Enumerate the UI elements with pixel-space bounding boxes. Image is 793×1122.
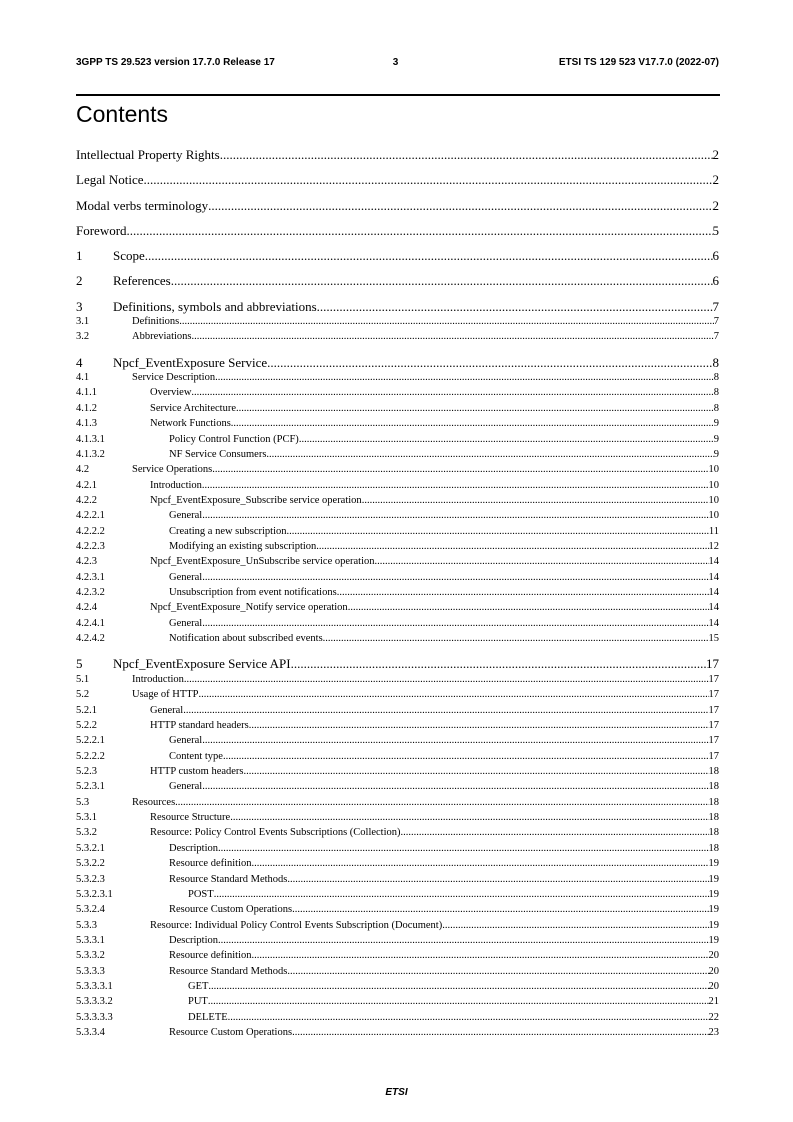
toc-entry-title: Usage of HTTP	[132, 689, 199, 701]
toc-entry-leader	[202, 616, 708, 631]
toc-entry[interactable]	[76, 147, 719, 162]
toc-entry-title: Creating a new subscription	[169, 525, 287, 537]
toc-entry-page: 2	[712, 197, 719, 213]
toc-entry-page: 8	[713, 387, 719, 399]
toc-entry-title: Description	[169, 934, 218, 946]
toc-entry-leader	[317, 299, 713, 314]
toc-entry-leader	[199, 687, 709, 702]
toc-entry-title: Service Operations	[132, 464, 213, 476]
toc-entry[interactable]	[76, 964, 719, 979]
toc-entry-number: 4.2.2.2	[76, 525, 105, 537]
toc-entry-number: 4.2.2.3	[76, 541, 105, 553]
toc-entry[interactable]	[76, 918, 719, 933]
toc-entry[interactable]	[76, 273, 719, 288]
toc-entry-page: 7	[712, 298, 719, 314]
toc-entry-number: 5.2	[76, 689, 90, 701]
toc-entry-leader	[252, 856, 709, 871]
header-spec-version: 3GPP TS 29.523 version 17.7.0 Release 17	[76, 57, 275, 68]
toc-entry-page: 14	[708, 556, 719, 568]
toc-entry-leader	[299, 432, 714, 447]
toc-entry-title: General	[150, 704, 184, 716]
toc-entry-leader	[208, 994, 709, 1009]
toc-entry-leader	[348, 600, 709, 615]
toc-entry[interactable]	[76, 248, 719, 263]
toc-entry-leader	[244, 764, 709, 779]
toc-entry-title: POST	[188, 888, 214, 900]
toc-entry-title: Scope	[113, 248, 145, 264]
toc-entry-title: Resource: Individual Policy Control Events Subscription (Document)	[150, 919, 443, 931]
toc-entry[interactable]	[76, 478, 719, 493]
toc-entry[interactable]	[76, 539, 719, 554]
toc-entry-number: 4.1.3.1	[76, 433, 105, 445]
toc-entry-number: 4.2.3.1	[76, 571, 105, 583]
toc-entry-page: 19	[708, 858, 719, 870]
toc-entry[interactable]	[76, 462, 719, 477]
toc-entry-leader	[252, 948, 709, 963]
toc-entry-leader	[191, 385, 713, 400]
toc-entry[interactable]	[76, 570, 719, 585]
toc-entry-page: 8	[713, 402, 719, 414]
toc-entry-page: 18	[708, 812, 719, 824]
toc-entry-leader	[202, 570, 708, 585]
toc-entry[interactable]	[76, 616, 719, 631]
toc-entry-title: General	[169, 571, 203, 583]
toc-entry-leader	[231, 416, 714, 431]
toc-entry-number: 5.3.2	[76, 827, 97, 839]
toc-entry[interactable]	[76, 764, 719, 779]
toc-entry[interactable]	[76, 810, 719, 825]
toc-entry-page: 20	[708, 950, 719, 962]
toc-entry-page: 10	[708, 479, 719, 491]
toc-entry-title: Resource Custom Operations	[169, 904, 293, 916]
toc-entry[interactable]	[76, 370, 719, 385]
toc-entry[interactable]	[76, 355, 719, 370]
toc-entry-leader	[179, 314, 714, 329]
toc-entry-title: Definitions, symbols and abbreviations	[113, 298, 317, 314]
toc-entry-page: 15	[708, 633, 719, 645]
toc-entry-title: Abbreviations	[132, 331, 192, 343]
toc-entry-leader	[144, 172, 713, 187]
toc-entry[interactable]	[76, 416, 719, 431]
toc-entry-title: Resource Standard Methods	[169, 965, 288, 977]
toc-entry[interactable]	[76, 933, 719, 948]
toc-entry-page: 7	[713, 331, 719, 343]
toc-entry-title: References	[113, 273, 171, 289]
toc-entry-title: Network Functions	[150, 418, 231, 430]
toc-entry-title: HTTP custom headers	[150, 765, 244, 777]
toc-entry[interactable]	[76, 718, 719, 733]
header-page-number: 3	[392, 57, 399, 68]
toc-entry-page: 14	[708, 571, 719, 583]
toc-entry-page: 6	[712, 273, 719, 289]
toc-entry[interactable]	[76, 524, 719, 539]
toc-entry[interactable]	[76, 223, 719, 238]
toc-entry-title: Modal verbs terminology	[76, 197, 209, 213]
toc-entry-title: Resource Custom Operations	[169, 1027, 293, 1039]
toc-entry-number: 5.3.3.3.2	[76, 996, 113, 1008]
toc-entry-leader	[323, 631, 709, 646]
toc-entry-title: Unsubscription from event notifications	[169, 587, 337, 599]
toc-entry-title: Npcf_EventExposure Service	[113, 354, 268, 370]
header-etsi-ref: ETSI TS 129 523 V17.7.0 (2022-07)	[558, 57, 719, 68]
toc-entry-number: 5.3.1	[76, 812, 97, 824]
toc-entry-number: 4.2	[76, 464, 90, 476]
toc-entry-page: 21	[708, 996, 719, 1008]
toc-entry-title: Introduction	[150, 479, 202, 491]
toc-entry[interactable]	[76, 172, 719, 187]
toc-entry[interactable]	[76, 841, 719, 856]
toc-entry-page: 2	[712, 172, 719, 188]
toc-entry-title: Policy Control Function (PCF)	[169, 433, 299, 445]
toc-entry[interactable]	[76, 314, 719, 329]
toc-entry-leader	[175, 795, 708, 810]
toc-entry-page: 18	[708, 827, 719, 839]
toc-entry-title: Description	[169, 842, 218, 854]
toc-entry-leader	[202, 478, 709, 493]
toc-entry-title: Foreword	[76, 222, 127, 238]
toc-entry-number: 3.1	[76, 316, 90, 328]
toc-entry-number: 4.2.2	[76, 494, 97, 506]
toc-entry-title: Resource Structure	[150, 812, 231, 824]
table-of-contents	[76, 147, 719, 1040]
toc-entry-leader	[127, 223, 713, 238]
toc-entry-title: General	[169, 735, 203, 747]
toc-entry-page: 19	[708, 919, 719, 931]
toc-entry-title: Npcf_EventExposure Service API	[113, 656, 291, 672]
toc-entry-title: NF Service Consumers	[169, 448, 267, 460]
toc-entry-number: 3.2	[76, 331, 90, 343]
toc-entry-number: 4.1.2	[76, 402, 97, 414]
toc-entry-leader	[292, 902, 708, 917]
toc-entry-number: 4.1	[76, 372, 90, 384]
toc-entry-leader	[223, 749, 709, 764]
toc-entry-leader	[249, 718, 709, 733]
toc-entry-leader	[215, 370, 714, 385]
toc-entry[interactable]	[76, 432, 719, 447]
toc-entry-title: General	[169, 617, 203, 629]
toc-entry[interactable]	[76, 198, 719, 213]
toc-entry-title: Notification about subscribed events	[169, 633, 323, 645]
toc-entry-leader	[208, 979, 708, 994]
header-rule	[76, 94, 720, 96]
toc-entry-leader	[230, 810, 708, 825]
toc-entry-page: 9	[713, 418, 719, 430]
toc-entry-leader	[171, 273, 713, 288]
toc-entry-leader	[202, 508, 708, 523]
toc-entry-number: 5.2.3	[76, 765, 97, 777]
toc-entry[interactable]	[76, 329, 719, 344]
toc-entry-leader	[192, 329, 714, 344]
toc-entry-leader	[316, 539, 708, 554]
toc-entry-title: Legal Notice	[76, 172, 144, 188]
toc-entry-leader	[236, 401, 714, 416]
toc-entry-leader	[208, 198, 712, 213]
toc-entry-number: 4.1.3.2	[76, 448, 105, 460]
toc-entry-number: 5.3.3.1	[76, 934, 105, 946]
toc-entry-leader	[266, 447, 713, 462]
toc-entry-number: 5.3.3.3.1	[76, 981, 113, 993]
toc-entry[interactable]	[76, 856, 719, 871]
toc-entry-number: 4.2.2.1	[76, 510, 105, 522]
toc-entry-title: Resources	[132, 796, 176, 808]
toc-entry[interactable]	[76, 656, 719, 671]
toc-entry-number: 4.2.4.1	[76, 617, 105, 629]
toc-entry-number: 5.2.1	[76, 704, 97, 716]
toc-entry-number: 5.3	[76, 796, 90, 808]
toc-entry[interactable]	[76, 795, 719, 810]
toc-entry[interactable]	[76, 902, 719, 917]
toc-entry[interactable]	[76, 887, 719, 902]
toc-entry-number: 5.2.3.1	[76, 781, 105, 793]
toc-entry[interactable]	[76, 1025, 719, 1040]
toc-entry-page: 17	[708, 704, 719, 716]
toc-entry-title: Resource Standard Methods	[169, 873, 288, 885]
toc-entry-number: 5.3.3.3.3	[76, 1011, 113, 1023]
toc-entry[interactable]	[76, 872, 719, 887]
toc-entry[interactable]	[76, 994, 719, 1009]
toc-entry-title: General	[169, 781, 203, 793]
toc-entry-leader	[287, 524, 709, 539]
toc-entry-leader	[442, 918, 708, 933]
toc-entry-number: 4.2.3	[76, 556, 97, 568]
toc-entry-title: Intellectual Property Rights	[76, 147, 220, 162]
toc-entry[interactable]	[76, 385, 719, 400]
toc-entry-title: Service Architecture	[150, 402, 236, 414]
toc-entry-page: 17	[708, 689, 719, 701]
toc-entry-number: 5.3.3.4	[76, 1027, 105, 1039]
toc-entry-leader	[337, 585, 709, 600]
toc-entry[interactable]	[76, 825, 719, 840]
toc-entry-number: 4.1.1	[76, 387, 97, 399]
toc-entry-number: 5.2.2.2	[76, 750, 105, 762]
toc-entry-page: 19	[708, 904, 719, 916]
toc-entry[interactable]	[76, 672, 719, 687]
toc-entry[interactable]	[76, 554, 719, 569]
toc-entry-number: 5.1	[76, 673, 90, 685]
toc-entry-page: 22	[708, 1011, 719, 1023]
toc-entry[interactable]	[76, 493, 719, 508]
toc-entry-number: 5.2.2.1	[76, 735, 105, 747]
toc-entry-leader	[291, 656, 706, 671]
toc-entry-title: Overview	[150, 387, 192, 399]
toc-entry-page: 20	[708, 981, 719, 993]
toc-entry-title: Resource: Policy Control Events Subscriptions (Collection)	[150, 827, 401, 839]
toc-entry-title: Npcf_EventExposure_Subscribe service operation	[150, 494, 362, 506]
toc-entry-number: 5.2.2	[76, 719, 97, 731]
toc-entry[interactable]	[76, 508, 719, 523]
toc-entry-page: 14	[708, 602, 719, 614]
toc-entry-title: Modifying an existing subscription	[169, 541, 317, 553]
toc-entry-leader	[202, 779, 708, 794]
toc-entry-title: DELETE	[188, 1011, 228, 1023]
toc-entry-page: 18	[708, 796, 719, 808]
toc-entry[interactable]	[76, 703, 719, 718]
toc-entry-number: 5.3.2.1	[76, 842, 105, 854]
toc-entry-number: 4.2.1	[76, 479, 97, 491]
toc-entry-page: 8	[713, 372, 719, 384]
toc-entry-number: 5.3.3	[76, 919, 97, 931]
toc-entry-number: 5.3.3.2	[76, 950, 105, 962]
toc-entry[interactable]	[76, 1010, 719, 1025]
toc-entry[interactable]	[76, 979, 719, 994]
toc-entry-page: 10	[708, 510, 719, 522]
toc-entry-leader	[218, 841, 709, 856]
toc-entry-number: 5.3.2.3	[76, 873, 105, 885]
toc-entry-leader	[214, 887, 709, 902]
toc-entry-leader	[183, 703, 708, 718]
toc-entry-page: 5	[712, 222, 719, 238]
toc-entry-page: 17	[708, 673, 719, 685]
toc-entry[interactable]	[76, 733, 719, 748]
toc-entry-title: GET	[188, 981, 209, 993]
toc-entry-number: 5	[76, 656, 83, 672]
toc-entry-leader	[401, 825, 709, 840]
toc-entry-page: 10	[708, 494, 719, 506]
toc-entry-title: Resource definition	[169, 950, 252, 962]
toc-entry-page: 18	[708, 781, 719, 793]
toc-entry-title: Resource definition	[169, 858, 252, 870]
toc-entry-title: PUT	[188, 996, 208, 1008]
toc-entry[interactable]	[76, 447, 719, 462]
toc-entry-title: Content type	[169, 750, 223, 762]
toc-entry-number: 1	[76, 248, 83, 264]
toc-entry[interactable]	[76, 749, 719, 764]
toc-entry[interactable]	[76, 401, 719, 416]
toc-entry-number: 4.2.4	[76, 602, 97, 614]
toc-entry-leader	[220, 147, 713, 162]
toc-entry-number: 5.3.2.2	[76, 858, 105, 870]
toc-entry-page: 14	[708, 587, 719, 599]
toc-entry-leader	[212, 462, 708, 477]
toc-entry-number: 4.2.3.2	[76, 587, 105, 599]
toc-entry-leader	[362, 493, 709, 508]
toc-entry-page: 8	[712, 354, 719, 370]
toc-entry-page: 9	[713, 448, 719, 460]
toc-entry-leader	[287, 872, 708, 887]
toc-entry-leader	[145, 248, 713, 263]
toc-entry-number: 3	[76, 298, 83, 314]
toc-entry[interactable]	[76, 600, 719, 615]
toc-entry-title: Service Description	[132, 372, 216, 384]
toc-entry-number: 2	[76, 273, 83, 289]
page-title: Contents	[76, 101, 169, 127]
toc-entry-page: 17	[708, 735, 719, 747]
toc-entry-number: 4	[76, 354, 83, 370]
toc-entry-leader	[218, 933, 709, 948]
toc-entry-number: 5.3.2.3.1	[76, 888, 113, 900]
toc-entry-leader	[228, 1010, 709, 1025]
toc-entry-title: Npcf_EventExposure_UnSubscribe service operation	[150, 556, 375, 568]
toc-entry[interactable]	[76, 779, 719, 794]
toc-entry-page: 23	[708, 1027, 719, 1039]
toc-entry-title: Definitions	[132, 316, 180, 328]
toc-entry-leader	[375, 554, 709, 569]
toc-entry[interactable]	[76, 299, 719, 314]
toc-entry-page: 20	[708, 965, 719, 977]
toc-entry[interactable]	[76, 948, 719, 963]
toc-entry-page: 17	[708, 750, 719, 762]
toc-entry-page: 17	[706, 656, 719, 672]
toc-entry-leader	[267, 355, 712, 370]
toc-entry-leader	[184, 672, 709, 687]
toc-entry-number: 5.3.3.3	[76, 965, 105, 977]
toc-entry-page: 12	[708, 541, 719, 553]
toc-entry-page: 19	[708, 873, 719, 885]
toc-entry[interactable]	[76, 585, 719, 600]
toc-entry-page: 17	[708, 719, 719, 731]
toc-entry-leader	[202, 733, 708, 748]
toc-entry-page: 6	[712, 248, 719, 264]
toc-entry[interactable]	[76, 631, 719, 646]
toc-entry-leader	[287, 964, 708, 979]
page-header	[76, 57, 719, 71]
toc-entry-leader	[292, 1025, 708, 1040]
toc-entry-page: 18	[708, 842, 719, 854]
toc-entry-page: 7	[713, 316, 719, 328]
toc-entry-page: 18	[708, 765, 719, 777]
toc-entry-number: 4.1.3	[76, 418, 97, 430]
toc-entry-number: 5.3.2.4	[76, 904, 105, 916]
toc-entry-page: 14	[708, 617, 719, 629]
toc-entry-title: Npcf_EventExposure_Notify service operation	[150, 602, 348, 614]
toc-entry-page: 11	[708, 525, 719, 537]
toc-entry-page: 10	[708, 464, 719, 476]
toc-entry-number: 4.2.4.2	[76, 633, 105, 645]
toc-entry-title: Introduction	[132, 673, 184, 685]
page-footer: ETSI	[385, 1087, 408, 1098]
toc-entry-page: 19	[708, 888, 719, 900]
toc-entry-page: 9	[713, 433, 719, 445]
toc-entry-page: 2	[712, 147, 719, 162]
toc-entry-page: 19	[708, 934, 719, 946]
toc-entry-title: General	[169, 510, 203, 522]
toc-entry[interactable]	[76, 687, 719, 702]
toc-entry-title: HTTP standard headers	[150, 719, 249, 731]
